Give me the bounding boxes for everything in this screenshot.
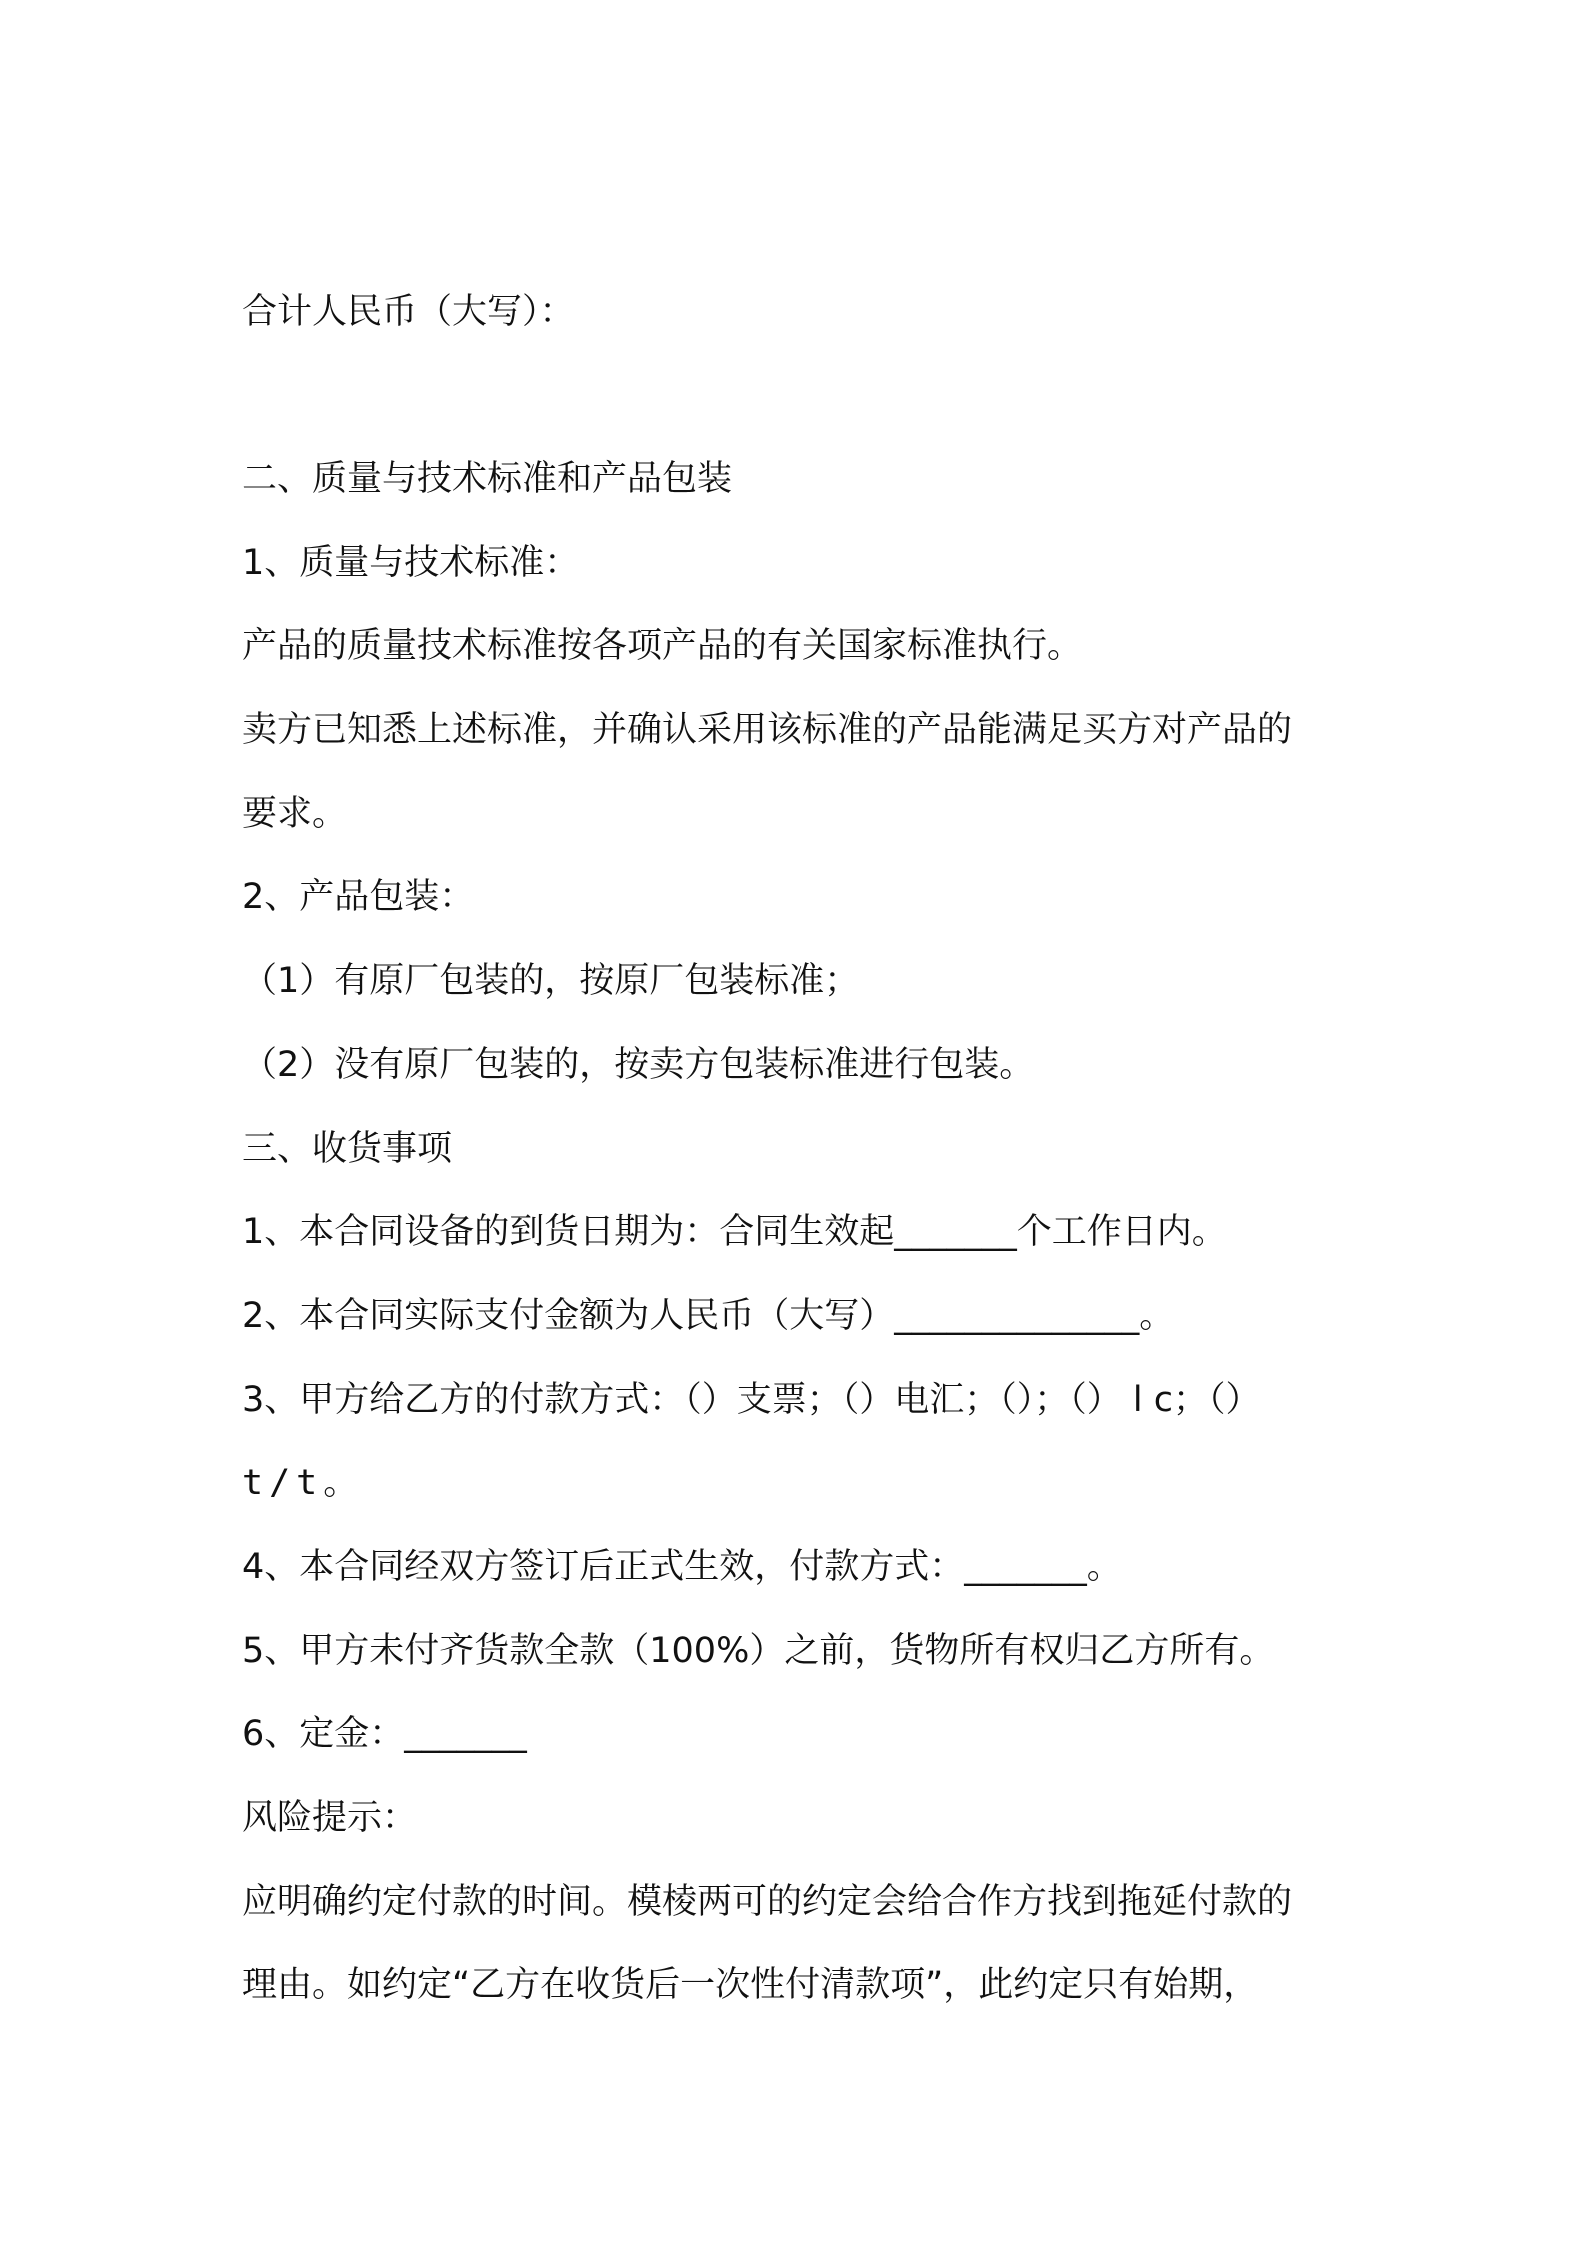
effective-payment-clause: 4、本合同经双方签订后正式生效，付款方式：_______。 [242,1547,1122,1587]
risk-tip-text-2: 理由。如约定“乙方在收货后一次性付清款项”，此约定只有始期， [242,1965,1259,2005]
risk-tip-heading: 风险提示： [242,1798,418,1838]
seller-acknowledgement-line-1: 卖方已知悉上述标准，并确认采用该标准的产品能满足买方对产品的 [242,710,1293,750]
packaging-item-2: （2）没有原厂包装的，按卖方包装标准进行包装。 [242,1045,1035,1085]
seller-acknowledgement-line-2: 要求。 [242,794,348,834]
payment-method-clause: 3、甲方给乙方的付款方式：（）支票；（）电汇；（）；（） l c；（） [242,1380,1261,1420]
delivery-date-clause: 1、本合同设备的到货日期为：合同生效起_______个工作日内。 [242,1212,1227,1252]
quality-standard-heading: 1、质量与技术标准： [242,543,580,583]
section-3-heading: 三、收货事项 [242,1129,453,1169]
payment-amount-clause: 2、本合同实际支付金额为人民币（大写）______________。 [242,1296,1175,1336]
quality-standard-text: 产品的质量技术标准按各项产品的有关国家标准执行。 [242,626,1083,666]
total-amount-line: 合计人民币（大写）： [242,292,575,332]
deposit-clause: 6、定金：_______ [242,1714,527,1754]
packaging-heading: 2、产品包装： [242,877,475,917]
ownership-clause: 5、甲方未付齐货款全款（100%）之前，货物所有权归乙方所有。 [242,1631,1275,1671]
payment-method-continuation: t/t。 [242,1463,365,1503]
packaging-item-1: （1）有原厂包装的，按原厂包装标准； [242,961,860,1001]
section-2-heading: 二、质量与技术标准和产品包装 [242,459,733,499]
risk-tip-text-1: 应明确约定付款的时间。模棱两可的约定会给合作方找到拖延付款的 [242,1882,1293,1922]
